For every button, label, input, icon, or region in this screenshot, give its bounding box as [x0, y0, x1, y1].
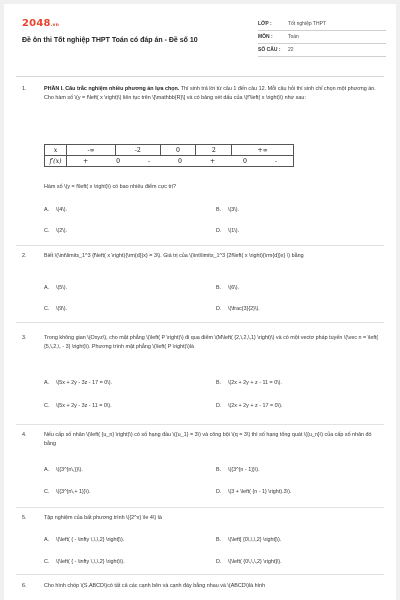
- option-text: \(\frac{3}{2}\).: [228, 306, 260, 312]
- option-a[interactable]: [44, 285, 67, 291]
- sign-table-cell: +∞: [232, 145, 294, 156]
- document-page: [4, 4, 396, 600]
- option-label: C.: [44, 306, 50, 312]
- sign-value: 0: [178, 157, 182, 165]
- question-number: 4.: [22, 432, 27, 438]
- sign-table-row-derivative: [45, 156, 294, 167]
- option-b[interactable]: [216, 207, 239, 213]
- question-number: 3.: [22, 335, 27, 341]
- sign-table-cell: f′(x): [45, 156, 67, 167]
- option-label: B.: [216, 537, 222, 543]
- option-d[interactable]: [216, 489, 291, 495]
- option-label: D.: [216, 306, 222, 312]
- question-text: Trong không gian \(Oxyz\), cho mặt phẳng \(\left( P \right)\) đi qua điểm \(M\left( {2,\,2,\,1} \right)\) và có một vectơ pháp tuyến \(\vec n = \left( {5,\,2,\, - 3} \right)\). Phương trình mặt phẳng \(\left( P \right)\)là: [44, 335, 379, 350]
- sign-table-signs: [67, 156, 294, 167]
- question-body: Thí sinh trả lời từ câu 1 đến câu 12. Mỗi câu hỏi thí sinh chỉ chọn một phương án. Cho hàm số \(y = f\left( x \right)\) liên tục trên \[\mathbb{R}\] và có bảng xét dấu của \(f'\left( x \right)\) như sau:: [44, 86, 376, 101]
- exam-meta: [258, 18, 386, 57]
- option-text: \(2x + 2y + z - 11 = 0\).: [228, 380, 282, 386]
- sign-value: +: [82, 157, 89, 165]
- question-text: Nếu cấp số nhân \(\left( {u_n} \right)\) có số hạng đầu \({u_1} = 3\) và công bội \(q = 3\) thì số hạng tổng quát \({u_n}\) của cấp số nhân đó bằng: [44, 432, 372, 447]
- question-text: [44, 85, 382, 103]
- option-text: \(6\).: [228, 285, 240, 291]
- option-label: C.: [44, 559, 50, 565]
- question-separator: [16, 245, 384, 246]
- option-text: \(2\).: [56, 228, 68, 234]
- question-3: [22, 334, 382, 352]
- option-text: \(\left( { - \infty \,\,\,2} \right]\).: [56, 537, 125, 543]
- option-label: B.: [216, 207, 222, 213]
- sign-table-cell: 0: [160, 145, 196, 156]
- option-a[interactable]: [44, 207, 67, 213]
- question-separator: [16, 507, 384, 508]
- option-d[interactable]: [216, 228, 239, 234]
- option-text: \(1\).: [228, 228, 240, 234]
- option-label: A.: [44, 285, 50, 291]
- option-text: \(\left( {0\,\,\,2} \right]\).: [228, 559, 282, 565]
- meta-row-subject: [258, 31, 386, 44]
- document-title: Đề ôn thi Tốt nghiệp THPT Toán có đáp án - Đề số 10: [22, 37, 198, 44]
- option-text: \(5\).: [56, 285, 68, 291]
- option-b[interactable]: [216, 537, 281, 543]
- option-text: \(4\).: [56, 207, 68, 213]
- option-text: \(\left( { - \infty \,\,\,2} \right)\).: [56, 559, 125, 565]
- option-c[interactable]: [44, 489, 90, 495]
- sign-table-cell: x: [45, 145, 67, 156]
- question-text: Biết \(\int\limits_1^3 {f\left( x \right){\rm{d}}x} = 3\). Giá trị của \(\int\limits_1^3 {2f\left( x \right){\rm{d}}x} \) bằng: [44, 253, 304, 259]
- option-a[interactable]: [44, 467, 83, 473]
- option-text: \(3 + \left( {n - 1} \right).3\).: [228, 489, 292, 495]
- option-text: \(5x + 2y - 3z - 11 = 0\).: [56, 403, 112, 409]
- option-text: \(3\).: [228, 207, 240, 213]
- sign-value: -: [274, 157, 277, 165]
- meta-value: Tốt nghiệp THPT: [288, 21, 326, 27]
- brand-suffix: .vn: [50, 23, 60, 28]
- option-a[interactable]: [44, 537, 124, 543]
- option-label: C.: [44, 228, 50, 234]
- meta-key: SỐ CÂU :: [258, 47, 281, 53]
- question-number: 6.: [22, 583, 27, 589]
- option-label: B.: [216, 285, 222, 291]
- question-text: Tập nghiệm của bất phương trình \({2^x} \le 4\) là: [44, 515, 162, 521]
- question-number: 1.: [22, 86, 27, 92]
- option-label: C.: [44, 403, 50, 409]
- question-separator: [16, 424, 384, 425]
- meta-row-class: [258, 18, 386, 31]
- option-c[interactable]: [44, 306, 67, 312]
- option-text: \(2x + 2y + z - 17 = 0\).: [228, 403, 283, 409]
- sign-value: 0: [116, 157, 121, 165]
- option-c[interactable]: [44, 403, 112, 409]
- question-1-followup: [22, 183, 382, 192]
- question-followup: Hàm số \(y = f\left( x \right)\) có bao nhiêu điểm cực trị?: [44, 184, 176, 190]
- section-heading: PHẦN I. Câu trắc nghiệm nhiều phương án lựa chọn.: [44, 86, 180, 92]
- option-label: B.: [216, 380, 222, 386]
- meta-value: 22: [288, 47, 294, 53]
- sign-table-cell: 2: [196, 145, 232, 156]
- question-number: 2.: [22, 253, 27, 259]
- option-label: A.: [44, 467, 50, 473]
- question-2: [22, 252, 382, 261]
- option-text: \(\left[ {0\,\,\,2} \right]\).: [228, 537, 282, 543]
- option-label: A.: [44, 207, 50, 213]
- option-label: A.: [44, 537, 50, 543]
- question-1: [22, 85, 382, 103]
- option-label: D.: [216, 228, 222, 234]
- option-b[interactable]: [216, 380, 282, 386]
- option-label: D.: [216, 559, 222, 565]
- sign-table-cell: -∞: [67, 145, 116, 156]
- option-text: \({3^{n\,+ 1}}\).: [56, 489, 91, 495]
- option-text: \({3^{n - 1}}\).: [228, 467, 260, 473]
- brand-logo[interactable]: [22, 18, 59, 29]
- option-d[interactable]: [216, 306, 260, 312]
- question-6: [22, 582, 382, 591]
- option-b[interactable]: [216, 467, 260, 473]
- sign-table-cell: -2: [116, 145, 160, 156]
- option-label: D.: [216, 403, 222, 409]
- meta-key: MÔN :: [258, 34, 273, 40]
- question-text: Cho hình chóp \(S.ABCD\)có tất cả các cạnh bên và cạnh đáy bằng nhau và \(ABCD\)là hình: [44, 583, 266, 589]
- sign-value: 0: [243, 157, 247, 165]
- option-label: C.: [44, 489, 50, 495]
- option-text: \(5x + 2y - 3z - 17 = 0\).: [56, 380, 113, 386]
- option-b[interactable]: [216, 285, 239, 291]
- question-5: [22, 514, 382, 523]
- sign-value: +: [209, 157, 216, 165]
- option-text: \({3^{n\,}}\).: [56, 467, 83, 473]
- header-divider: [16, 76, 384, 77]
- question-separator: [16, 574, 384, 575]
- sign-value: -: [147, 157, 151, 165]
- sign-table: [44, 144, 294, 167]
- option-text: \(9\).: [56, 306, 68, 312]
- sign-table-row-x: [45, 145, 294, 156]
- meta-value: Toán: [288, 34, 299, 40]
- question-4: [22, 431, 382, 449]
- option-a[interactable]: [44, 380, 112, 386]
- option-d[interactable]: [216, 559, 282, 565]
- option-d[interactable]: [216, 403, 282, 409]
- meta-row-count: [258, 44, 386, 57]
- option-label: D.: [216, 489, 222, 495]
- option-label: B.: [216, 467, 222, 473]
- option-c[interactable]: [44, 228, 67, 234]
- option-c[interactable]: [44, 559, 125, 565]
- meta-key: LỚP :: [258, 21, 272, 27]
- brand-name: 2048: [22, 18, 51, 29]
- question-number: 5.: [22, 515, 27, 521]
- option-label: A.: [44, 380, 50, 386]
- question-separator: [16, 322, 384, 323]
